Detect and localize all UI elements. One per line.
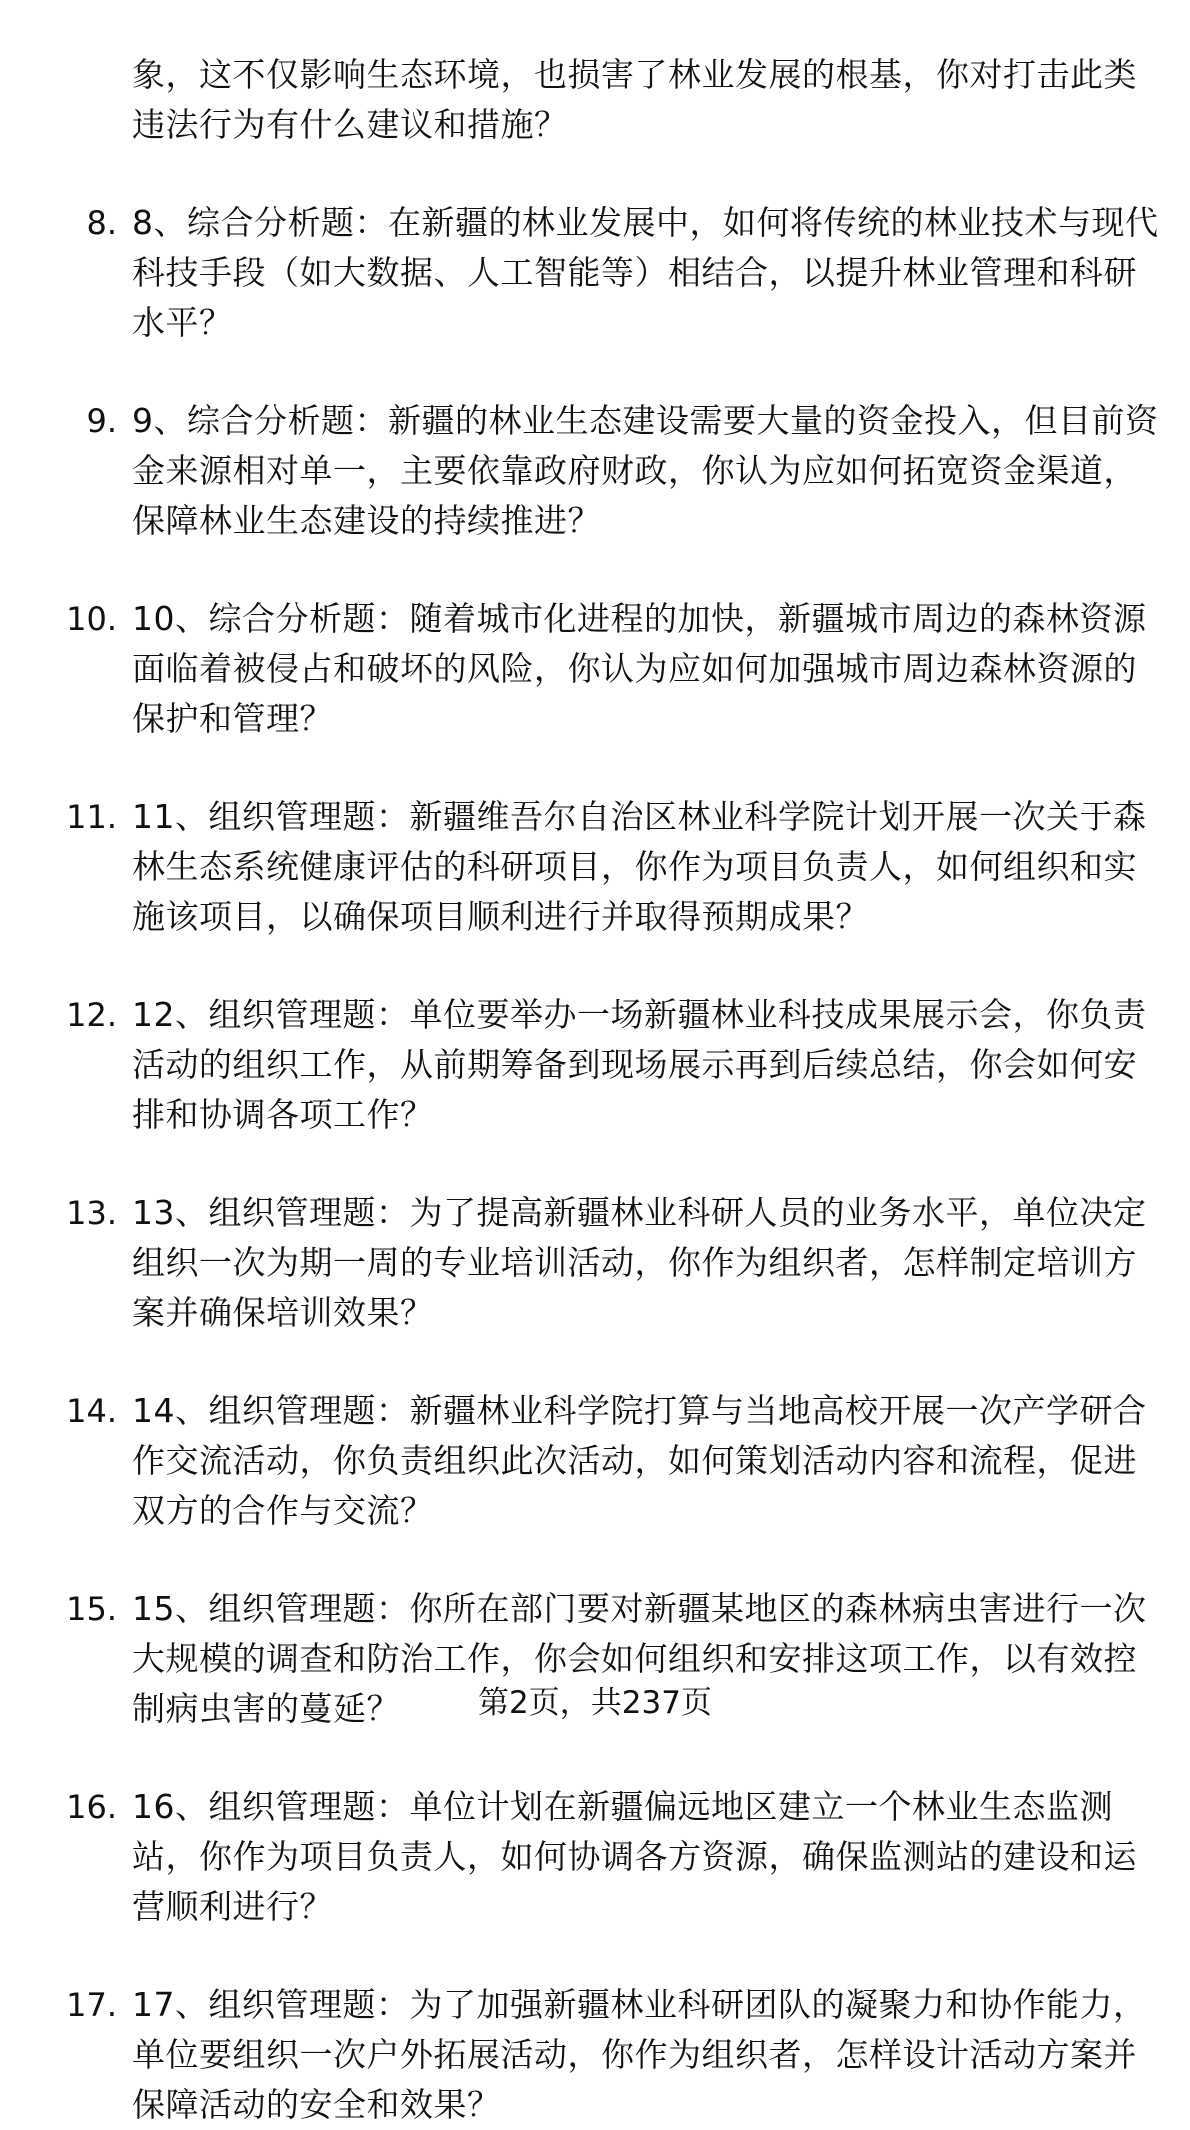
question-text: 10、综合分析题：随着城市化进程的加快，新疆城市周边的森林资源面临着被侵占和破坏的风险，你认为应如何加强城市周边森林资源的保护和管理？ <box>132 599 1147 738</box>
question-text: 16、组织管理题：单位计划在新疆偏远地区建立一个林业生态监测站，你作为项目负责人，如何协调各方资源，确保监测站的建设和运营顺利进行？ <box>132 1787 1137 1926</box>
question-number: 8. <box>86 204 117 242</box>
question-item <box>0 792 1190 942</box>
question-text: 14、组织管理题：新疆林业科学院打算与当地高校开展一次产学研合作交流活动，你负责组织此次活动，如何策划活动内容和流程，促进双方的合作与交流？ <box>132 1391 1147 1530</box>
question-text: 17、组织管理题：为了加强新疆林业科研团队的凝聚力和协作能力，单位要组织一次户外拓展活动，你作为组织者，怎样设计活动方案并保障活动的安全和效果？ <box>132 1985 1147 2124</box>
question-item <box>0 1782 1190 1932</box>
question-text: 8、综合分析题：在新疆的林业发展中，如何将传统的林业技术与现代科技手段（如大数据、人工智能等）相结合，以提升林业管理和科研水平？ <box>132 203 1159 342</box>
page-indicator: 第2页，共237页 <box>478 1685 712 1721</box>
question-item <box>0 1980 1190 2130</box>
question-number: 13. <box>66 1194 117 1232</box>
question-number: 17. <box>66 1986 117 2024</box>
question-item <box>0 396 1190 546</box>
question-number: 10. <box>66 600 117 638</box>
question-list <box>0 50 1190 2130</box>
question-text: 11、组织管理题：新疆维吾尔自治区林业科学院计划开展一次关于森林生态系统健康评估的科研项目，你作为项目负责人，如何组织和实施该项目，以确保项目顺利进行并取得预期成果？ <box>132 797 1147 936</box>
question-number: 9. <box>86 402 117 440</box>
question-number: 16. <box>66 1788 117 1826</box>
question-item <box>0 1386 1190 1536</box>
question-number: 12. <box>66 996 117 1034</box>
page-footer <box>0 1683 1190 1723</box>
question-number: 14. <box>66 1392 117 1430</box>
continuation-item <box>0 50 1190 150</box>
question-text: 9、综合分析题：新疆的林业生态建设需要大量的资金投入，但目前资金来源相对单一，主要依靠政府财政，你认为应如何拓宽资金渠道，保障林业生态建设的持续推进？ <box>132 401 1159 540</box>
question-item <box>0 990 1190 1140</box>
question-number: 11. <box>66 798 117 836</box>
question-text: 13、组织管理题：为了提高新疆林业科研人员的业务水平，单位决定组织一次为期一周的专业培训活动，你作为组织者，怎样制定培训方案并确保培训效果？ <box>132 1193 1147 1332</box>
question-text: 12、组织管理题：单位要举办一场新疆林业科技成果展示会，你负责活动的组织工作，从前期筹备到现场展示再到后续总结，你会如何安排和协调各项工作？ <box>132 995 1147 1134</box>
question-item <box>0 594 1190 744</box>
question-text: 15、组织管理题：你所在部门要对新疆某地区的森林病虫害进行一次大规模的调查和防治工作，你会如何组织和安排这项工作，以有效控制病虫害的蔓延？ <box>132 1589 1147 1728</box>
question-number: 15. <box>66 1590 117 1628</box>
question-item <box>0 198 1190 348</box>
question-item <box>0 1188 1190 1338</box>
continuation-text: 象，这不仅影响生态环境，也损害了林业发展的根基，你对打击此类违法行为有什么建议和措施？ <box>132 55 1137 144</box>
